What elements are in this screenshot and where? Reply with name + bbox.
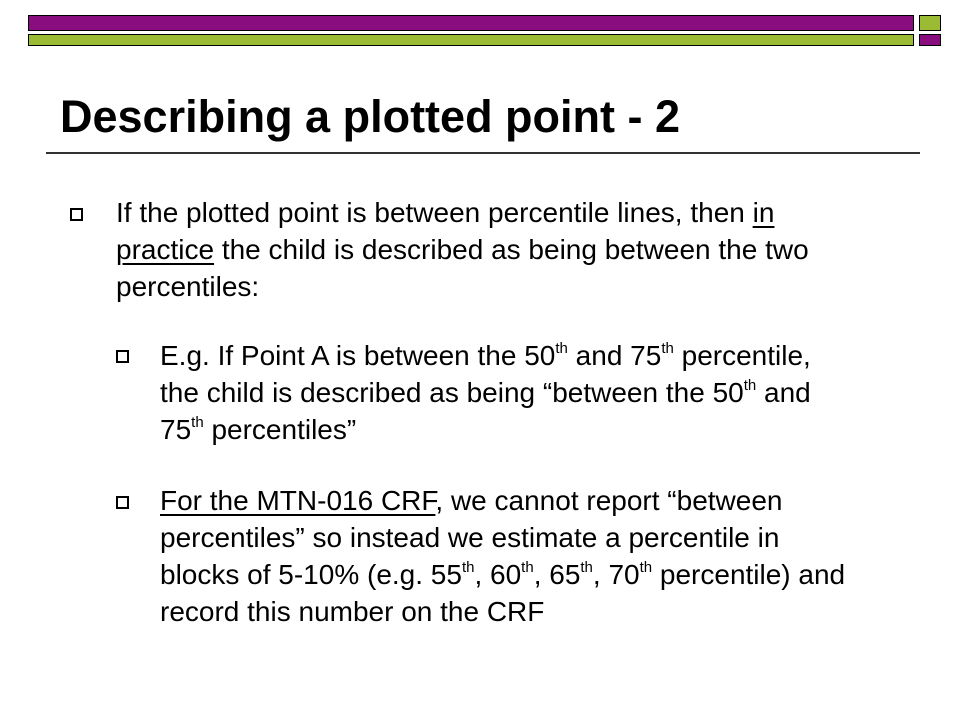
- decor-bar-olive: [28, 34, 914, 46]
- sub-bullet-text: E.g. If Point A is between the 50th and 75th percentile, the child is described as being “between the 50th and 75th percentiles”: [160, 340, 811, 445]
- sub-bullet-text: For the MTN-016 CRF, we cannot report “between percentiles” so instead we estimate a percentile in blocks of 5-10% (e.g. 55th, 60th, 65th, 70th percentile) and record this number on the CRF: [160, 485, 846, 627]
- square-bullet-icon: [70, 208, 83, 221]
- square-bullet-icon: [116, 350, 129, 363]
- decor-bar-purple: [28, 15, 914, 31]
- bullet-text: If the plotted point is between percentile lines, then in practice the child is described as being between the two percentiles:: [116, 197, 809, 302]
- decor-square-olive: [919, 15, 941, 31]
- slide-title: Describing a plotted point - 2: [60, 91, 681, 142]
- decor-square-purple: [919, 34, 941, 46]
- square-bullet-icon: [116, 496, 129, 509]
- title-divider: [46, 152, 920, 154]
